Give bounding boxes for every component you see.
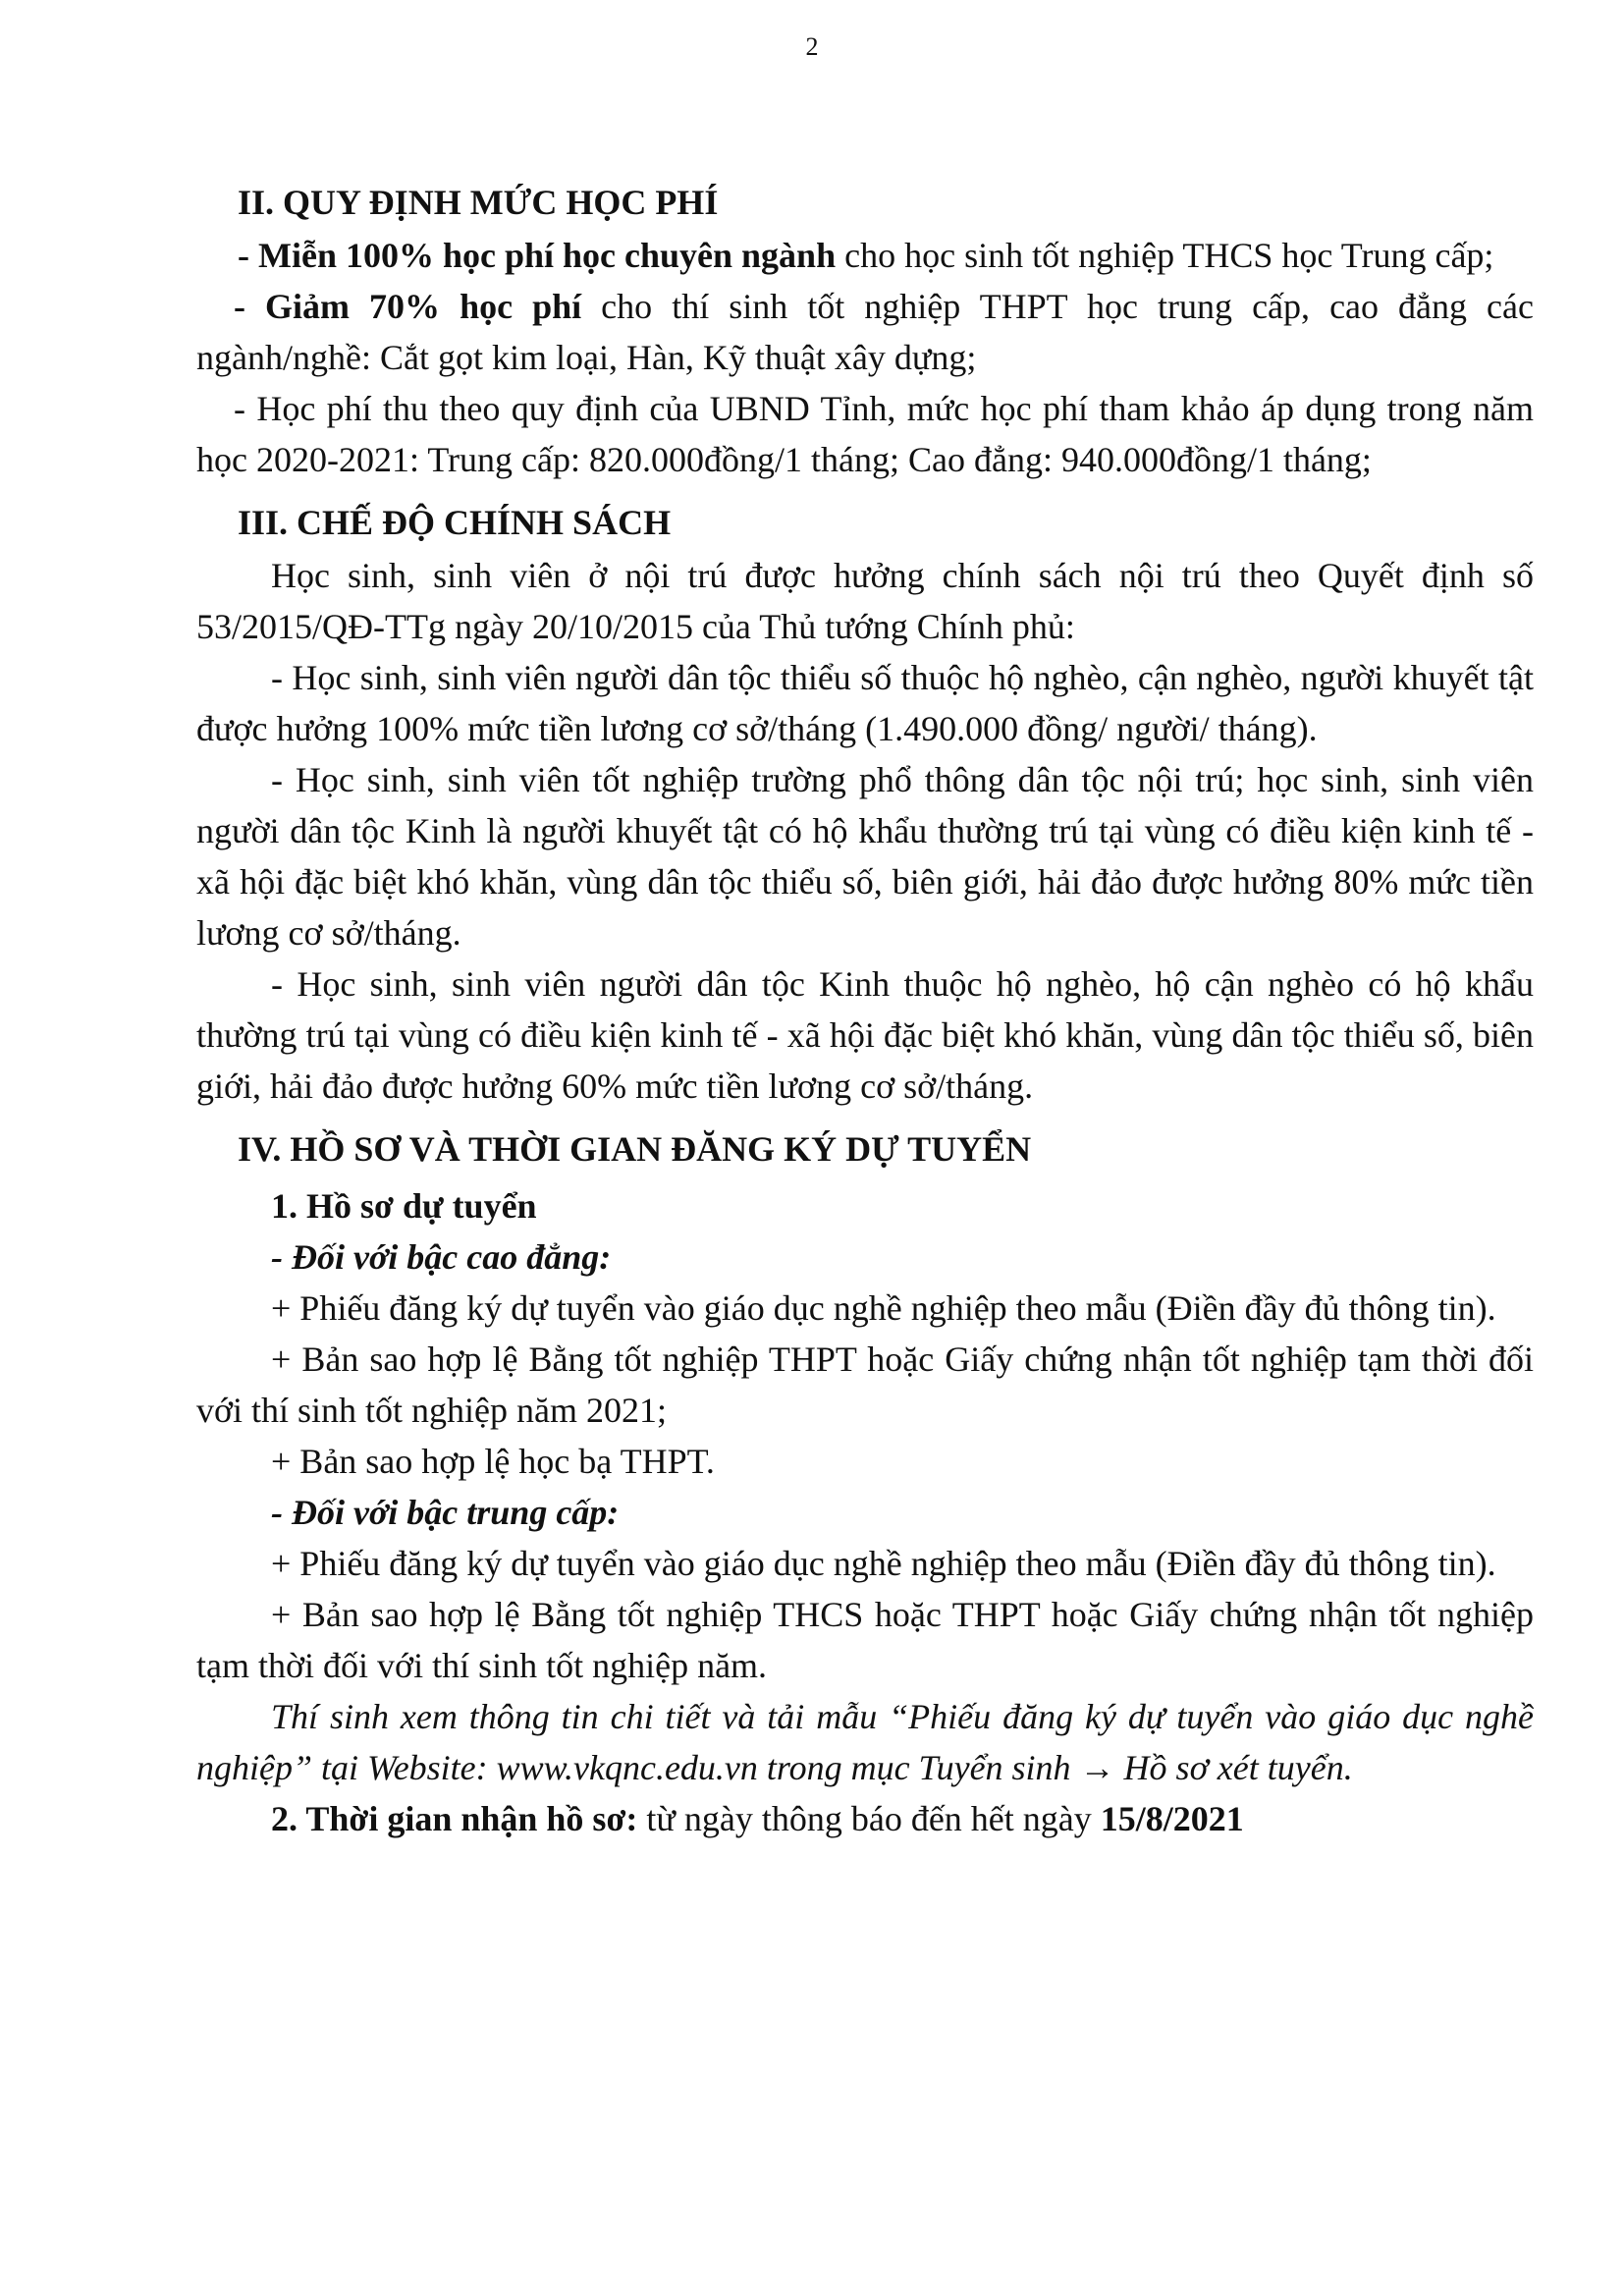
- section-4-heading: IV. HỒ SƠ VÀ THỜI GIAN ĐĂNG KÝ DỰ TUYỂN: [238, 1129, 1032, 1169]
- section-3-intro: Học sinh, sinh viên ở nội trú được hưởng chính sách nội trú theo Quyết định số 53/2015/QĐ-TTg ngày 20/10/2015 của Thủ tướng Chính phủ:: [196, 556, 1534, 646]
- college-label: - Đối với bậc cao đẳng:: [271, 1237, 612, 1277]
- section-2-item-2: [196, 281, 1534, 383]
- section-3-item-2: - Học sinh, sinh viên tốt nghiệp trường phổ thông dân tộc nội trú; học sinh, sinh viên người dân tộc Kinh là người khuyết tật có hộ khẩu thường trú tại vùng có điều kiện kinh tế - xã hội đặc biệt khó khăn, vùng dân tộc thiểu số, biên giới, hải đảo được hưởng 80% mức tiền lương cơ sở/tháng.: [196, 760, 1534, 953]
- submission-time-label: 2. Thời gian nhận hồ sơ:: [271, 1799, 638, 1838]
- intermediate-item-1: + Phiếu đăng ký dự tuyển vào giáo dục nghề nghiệp theo mẫu (Điền đầy đủ thông tin).: [271, 1544, 1496, 1583]
- section-2-heading: II. QUY ĐỊNH MỨC HỌC PHÍ: [238, 183, 719, 222]
- section-2-item-1: [196, 230, 1534, 281]
- section-2-item-2-bold: - Giảm 70% học phí: [234, 287, 582, 326]
- section-3-item-1: - Học sinh, sinh viên người dân tộc thiểu số thuộc hộ nghèo, cận nghèo, người khuyết tật được hưởng 100% mức tiền lương cơ sở/tháng (1.490.000 đồng/ người/ tháng).: [196, 658, 1534, 748]
- website-note: Thí sinh xem thông tin chi tiết và tải mẫu “Phiếu đăng ký dự tuyển vào giáo dục nghề nghiệp” tại Website: www.vkqnc.edu.vn trong mục Tuyển sinh → Hồ sơ xét tuyển.: [196, 1697, 1534, 1787]
- section-2-item-1-text: cho học sinh tốt nghiệp THCS học Trung cấp;: [836, 236, 1494, 275]
- section-4-sub-2: [196, 1793, 1534, 1844]
- section-2-item-1-bold: - Miễn 100% học phí học chuyên ngành: [238, 236, 837, 275]
- intermediate-label: - Đối với bậc trung cấp:: [271, 1493, 620, 1532]
- section-4-sub-1-heading: 1. Hồ sơ dự tuyển: [271, 1186, 537, 1226]
- section-2-item-2-text: cho thí sinh tốt nghiệp THPT học trung cấp, cao đẳng các ngành/nghề: Cắt gọt kim loại, Hàn, Kỹ thuật xây dựng;: [196, 287, 1534, 377]
- submission-time-text: từ ngày thông báo đến hết ngày: [637, 1799, 1101, 1838]
- section-3-heading: III. CHẾ ĐỘ CHÍNH SÁCH: [238, 503, 672, 542]
- page-number: 2: [805, 32, 819, 61]
- college-item-2: + Bản sao hợp lệ Bằng tốt nghiệp THPT hoặc Giấy chứng nhận tốt nghiệp tạm thời đối với thí sinh tốt nghiệp năm 2021;: [196, 1339, 1534, 1430]
- section-2-item-3: - Học phí thu theo quy định của UBND Tỉnh, mức học phí tham khảo áp dụng trong năm học 2020-2021: Trung cấp: 820.000đồng/1 tháng; Cao đẳng: 940.000đồng/1 tháng;: [196, 389, 1534, 479]
- document-body: [196, 167, 1534, 1844]
- college-item-1: + Phiếu đăng ký dự tuyển vào giáo dục nghề nghiệp theo mẫu (Điền đầy đủ thông tin).: [271, 1288, 1496, 1328]
- section-3-item-3: - Học sinh, sinh viên người dân tộc Kinh thuộc hộ nghèo, hộ cận nghèo có hộ khẩu thường trú tại vùng có điều kiện kinh tế - xã hội đặc biệt khó khăn, vùng dân tộc thiểu số, biên giới, hải đảo được hưởng 60% mức tiền lương cơ sở/tháng.: [196, 964, 1534, 1106]
- submission-deadline: 15/8/2021: [1100, 1799, 1244, 1838]
- intermediate-item-2: + Bản sao hợp lệ Bằng tốt nghiệp THCS hoặc THPT hoặc Giấy chứng nhận tốt nghiệp tạm thời đối với thí sinh tốt nghiệp năm.: [196, 1595, 1534, 1685]
- college-item-3: + Bản sao hợp lệ học bạ THPT.: [271, 1442, 715, 1481]
